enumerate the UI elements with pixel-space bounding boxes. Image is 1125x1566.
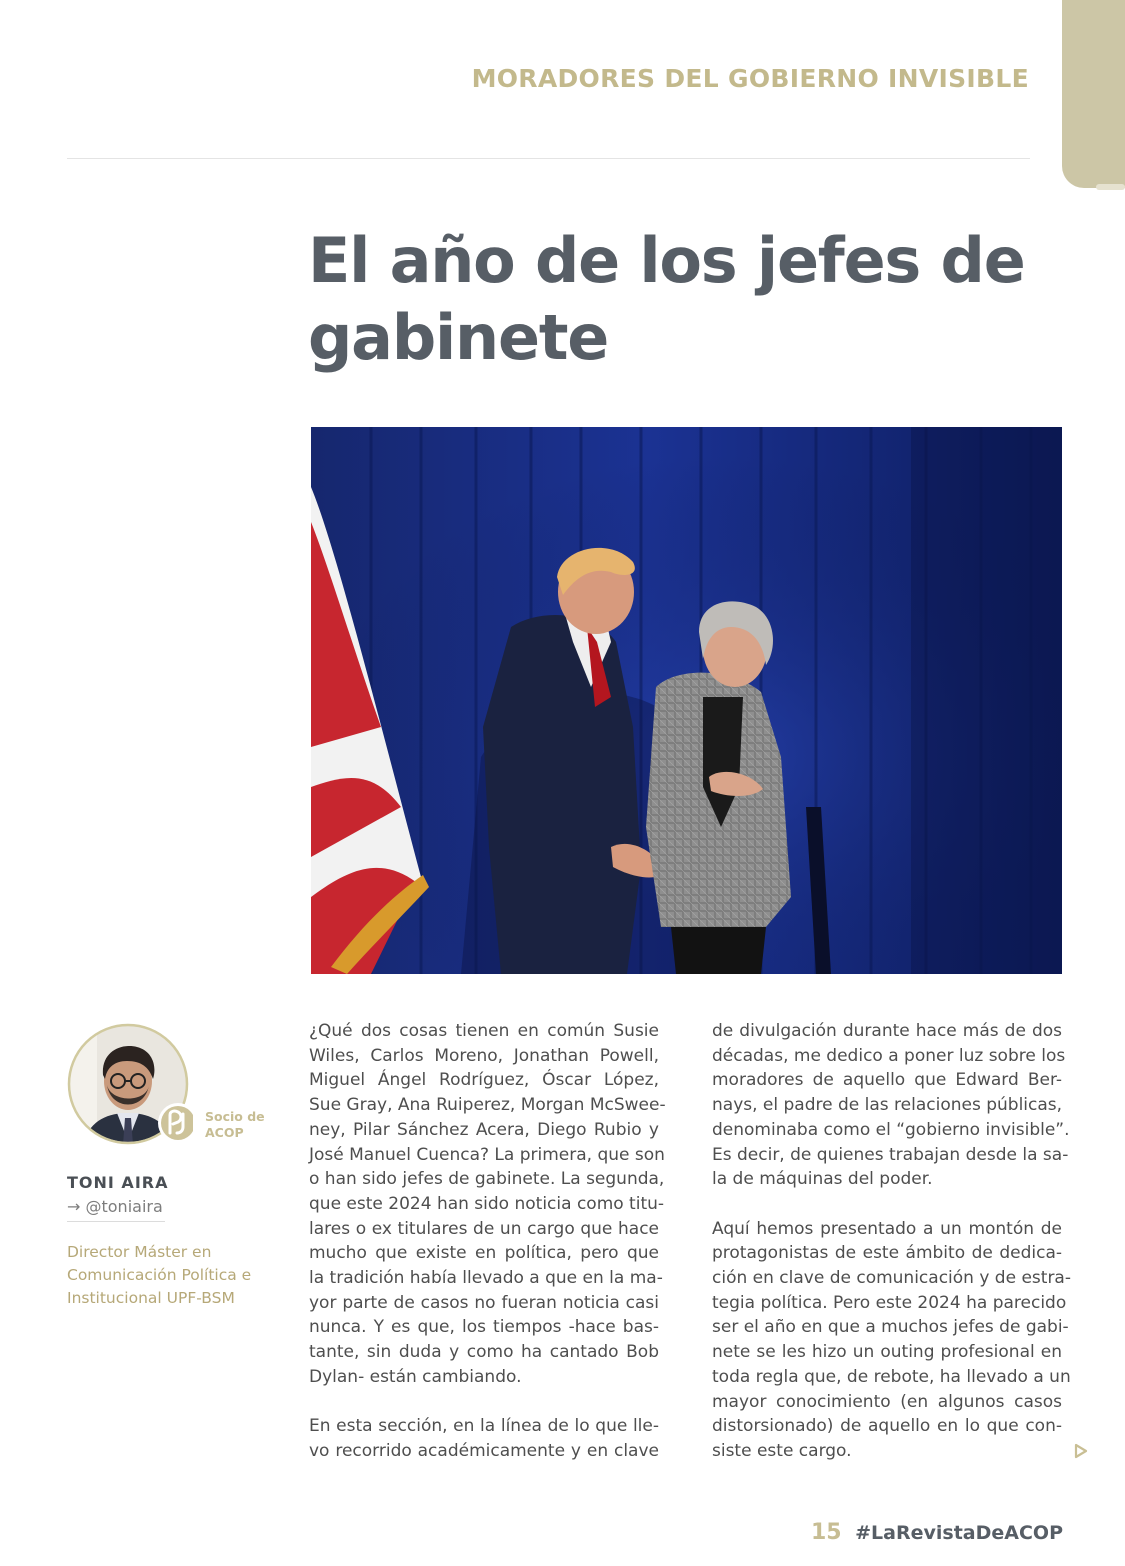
body-line: ¿Qué dos cosas tienen en común Susie (309, 1021, 659, 1041)
section-title: MORADORES DEL GOBIERNO INVISIBLE (471, 64, 1029, 93)
header-rule (67, 158, 1030, 159)
author-name: TONI AIRA (67, 1173, 169, 1192)
author-role-line: Director Máster en (67, 1243, 212, 1261)
author-avatar (67, 1023, 193, 1149)
next-page-arrow-icon[interactable] (1074, 1443, 1088, 1459)
body-line: ción en clave de comunicación y de estra- (712, 1268, 1071, 1289)
body-line: Sue Gray, Ana Ruiperez, Morgan McSwee- (309, 1095, 666, 1116)
page-footer (811, 1520, 1063, 1545)
body-line: de divulgación durante hace más de dos (712, 1021, 1062, 1041)
body-line: tante, sin duda y como ha cantado Bob (309, 1342, 659, 1363)
body-line: José Manuel Cuenca? La primera, que son (309, 1144, 665, 1165)
body-line: Aquí hemos presentado a un montón de (712, 1218, 1062, 1239)
socio-label-line: ACOP (205, 1125, 244, 1140)
body-line: la tradición había llevado a que en la ma- (309, 1268, 663, 1289)
magazine-hashtag: #LaRevistaDeACOP (855, 1522, 1063, 1544)
body-line: Es decir, de quienes trabajan desde la sa- (712, 1144, 1069, 1165)
body-paragraph (712, 1217, 1071, 1464)
edge-tab-line (1096, 184, 1125, 190)
body-line: Miguel Ángel Rodríguez, Óscar López, (309, 1070, 659, 1091)
body-column-right (712, 1019, 1071, 1488)
body-line: protagonistas de este ámbito de dedica- (712, 1243, 1062, 1264)
socio-label (205, 1109, 265, 1141)
body-paragraph (309, 1414, 659, 1463)
body-line: nays, el padre de las relaciones públicas, (712, 1095, 1063, 1116)
body-line: toda regla que, de rebote, ha llevado a un (712, 1366, 1071, 1387)
body-line: distorsionado) de aquello en lo que con- (712, 1416, 1062, 1437)
body-line: yor parte de casos no fueran noticia casi (309, 1292, 659, 1313)
body-line: denominaba como el “gobierno invisible”. (712, 1119, 1070, 1140)
body-line: o han sido jefes de gabinete. La segunda, (309, 1169, 665, 1190)
body-line: Dylan- están cambiando. (309, 1366, 522, 1387)
page-number: 15 (810, 1520, 842, 1545)
body-line: moradores de aquello que Edward Ber- (712, 1070, 1062, 1091)
author-role-line: Comunicación Política e (67, 1266, 252, 1284)
body-column-left (309, 1019, 666, 1488)
body-line: mucho que existe en política, pero que (309, 1243, 659, 1264)
edge-tab (1062, 0, 1125, 188)
author-role-line: Institucional UPF-BSM (67, 1289, 235, 1307)
article-photo (311, 427, 1062, 974)
body-line: vo recorrido académicamente y en clave (309, 1440, 659, 1461)
body-line: la de máquinas del poder. (712, 1169, 933, 1190)
body-paragraph (712, 1019, 1070, 1192)
body-line: tegia política. Pero este 2024 ha parecido (712, 1292, 1067, 1313)
body-line: nunca. Y es que, los tiempos -hace bas- (309, 1317, 659, 1338)
body-paragraph (309, 1019, 666, 1390)
body-line: En esta sección, en la línea de lo que lle- (309, 1416, 659, 1437)
body-line: nete se les hizo un outing profesional en (712, 1342, 1062, 1363)
socio-label-line: Socio de (205, 1109, 265, 1124)
article-title: El año de los jefes de gabinete (308, 224, 1025, 374)
author-handle[interactable]: → @toniaira (67, 1197, 163, 1216)
body-line: ser el año en que a muchos jefes de gabi- (712, 1317, 1069, 1338)
body-line: lares o ex titulares de un cargo que hace (309, 1218, 659, 1239)
body-line: que este 2024 han sido noticia como titu- (309, 1193, 665, 1214)
body-line: siste este cargo. (712, 1440, 852, 1461)
body-line: décadas, me dedico a poner luz sobre los (712, 1045, 1066, 1066)
author-divider (67, 1221, 165, 1222)
body-line: mayor conocimiento (en algunos casos (712, 1391, 1062, 1412)
body-line: Wiles, Carlos Moreno, Jonathan Powell, (309, 1045, 659, 1066)
body-line: ney, Pilar Sánchez Acera, Diego Rubio y (309, 1119, 659, 1140)
author-role (67, 1241, 282, 1310)
